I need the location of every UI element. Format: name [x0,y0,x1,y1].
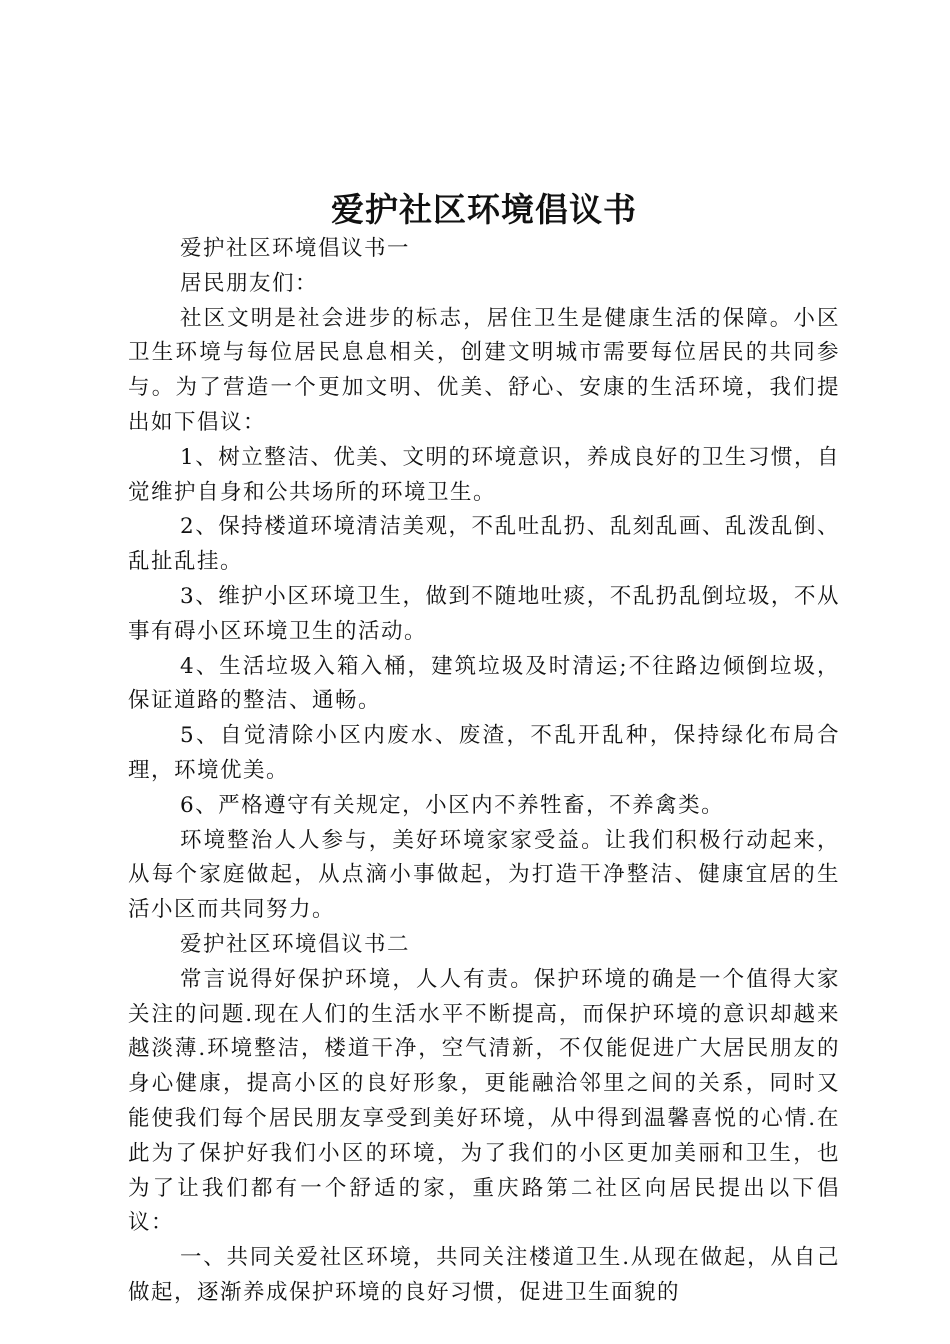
section-heading-one: 爱护社区环境倡议书一 [180,236,411,261]
section-two-intro: 常言说得好保护环境，人人有责。保护环境的确是一个值得大家关注的问题.现在人们的生活水平不断提高，而保护环境的意识却越来越淡薄.环境整洁，楼道干净，空气清新，不仅能促进广大居民朋友的身心健康，提高小区的良好形象，更能融洽邻里之间的关系，同时又能使我们每个居民朋友享受到美好环境，从中得到温馨喜悦的心情.在此为了保护好我们小区的环境，为了我们的小区更加美丽和卫生，也为了让我们都有一个舒适的家，重庆路第二社区向居民提出以下倡议： [128,966,840,1236]
proposal-item-1: 1、树立整洁、优美、文明的环境意识，养成良好的卫生习惯，自觉维护自身和公共场所的环境卫生。 [128,444,840,505]
intro-paragraph: 社区文明是社会进步的标志，居住卫生是健康生活的保障。小区卫生环境与每位居民息息相关，创建文明城市需要每位居民的共同参与。为了营造一个更加文明、优美、舒心、安康的生活环境，我们提出如下倡议： [128,305,840,435]
proposal-item-6: 6、严格遵守有关规定，小区内不养牲畜，不养禽类。 [180,792,725,818]
section-two-item-1: 一、共同关爱社区环境，共同关注楼道卫生.从现在做起，从自己做起，逐渐养成保护环境的良好习惯，促进卫生面貌的 [128,1245,840,1305]
proposal-item-4: 4、生活垃圾入箱入桶，建筑垃圾及时清运;不往路边倾倒垃圾，保证道路的整洁、通畅。 [128,653,840,714]
closing-paragraph: 环境整治人人参与，美好环境家家受益。让我们积极行动起来，从每个家庭做起，从点滴小事做起，为打造干净整洁、健康宜居的生活小区而共同努力。 [128,827,840,923]
proposal-item-5: 5、自觉清除小区内废水、废渣，不乱开乱种，保持绿化布局合理，环境优美。 [128,723,840,783]
salutation: 居民朋友们： [180,270,319,296]
document-title: 爱护社区环境倡议书 [331,190,637,229]
proposal-item-3: 3、维护小区环境卫生，做到不随地吐痰，不乱扔乱倒垃圾，不从事有碍小区环境卫生的活动。 [128,583,840,644]
proposal-item-2: 2、保持楼道环境清洁美观，不乱吐乱扔、乱刻乱画、乱泼乱倒、乱扯乱挂。 [128,514,840,575]
document-body [128,232,840,1311]
section-heading-two: 爱护社区环境倡议书二 [180,931,411,957]
document-page [128,0,840,1344]
